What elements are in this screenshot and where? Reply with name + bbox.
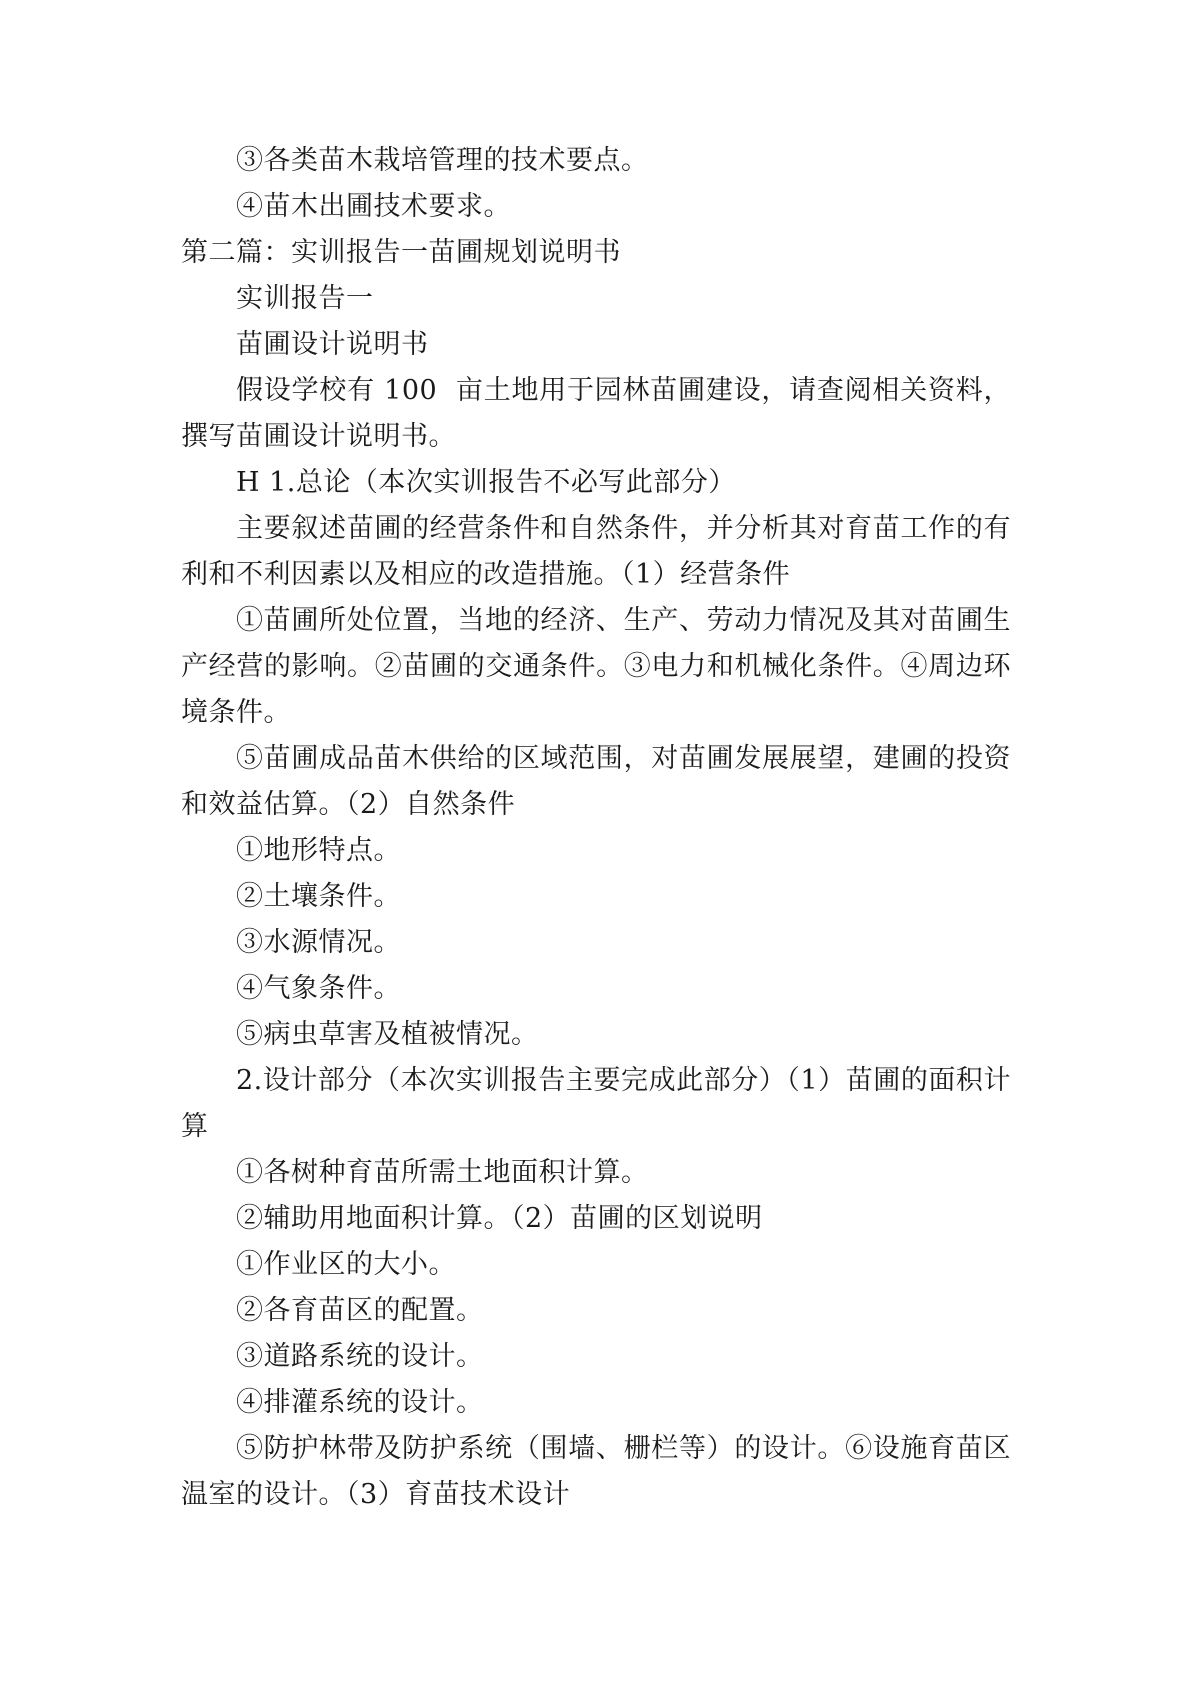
paragraph-12: ②土壤条件。	[236, 881, 401, 912]
paragraph-19: ①作业区的大小。	[236, 1249, 456, 1280]
paragraph-20: ②各育苗区的配置。	[236, 1295, 484, 1326]
paragraph-7: H 1.总论（本次实训报告不必写此部分）	[236, 467, 736, 498]
paragraph-17: ①各树种育苗所需土地面积计算。	[236, 1157, 649, 1188]
paragraph-15: ⑤病虫草害及植被情况。	[236, 1019, 539, 1050]
paragraph-16: 2.设计部分（本次实训报告主要完成此部分）（1）苗圃的面积计算	[181, 1065, 1011, 1142]
document-body	[181, 138, 1011, 1518]
paragraph-9: ①苗圃所处位置，当地的经济、生产、劳动力情况及其对苗圃生产经营的影响。②苗圃的交通条件。③电力和机械化条件。④周边环境条件。	[181, 605, 1011, 728]
paragraph-21: ③道路系统的设计。	[236, 1341, 484, 1372]
paragraph-8: 主要叙述苗圃的经营条件和自然条件，并分析其对育苗工作的有利和不利因素以及相应的改造措施。（1）经营条件	[181, 513, 1011, 590]
paragraph-10: ⑤苗圃成品苗木供给的区域范围，对苗圃发展展望，建圃的投资和效益估算。（2）自然条件	[181, 743, 1011, 820]
paragraph-14: ④气象条件。	[236, 973, 401, 1004]
paragraph-6: 假设学校有 100 亩土地用于园林苗圃建设，请查阅相关资料，撰写苗圃设计说明书。	[181, 375, 1011, 452]
paragraph-18: ②辅助用地面积计算。（2）苗圃的区划说明	[236, 1203, 763, 1234]
section-heading: 第二篇：实训报告一苗圃规划说明书	[181, 237, 621, 268]
paragraph-13: ③水源情况。	[236, 927, 401, 958]
paragraph-22: ④排灌系统的设计。	[236, 1387, 484, 1418]
report-title: 实训报告一	[236, 283, 374, 314]
report-subtitle: 苗圃设计说明书	[236, 329, 429, 360]
paragraph-23: ⑤防护林带及防护系统（围墙、栅栏等）的设计。⑥设施育苗区温室的设计。（3）育苗技术设计	[181, 1433, 1011, 1510]
paragraph-1: ③各类苗木栽培管理的技术要点。	[236, 145, 649, 176]
paragraph-11: ①地形特点。	[236, 835, 401, 866]
paragraph-2: ④苗木出圃技术要求。	[236, 191, 511, 222]
